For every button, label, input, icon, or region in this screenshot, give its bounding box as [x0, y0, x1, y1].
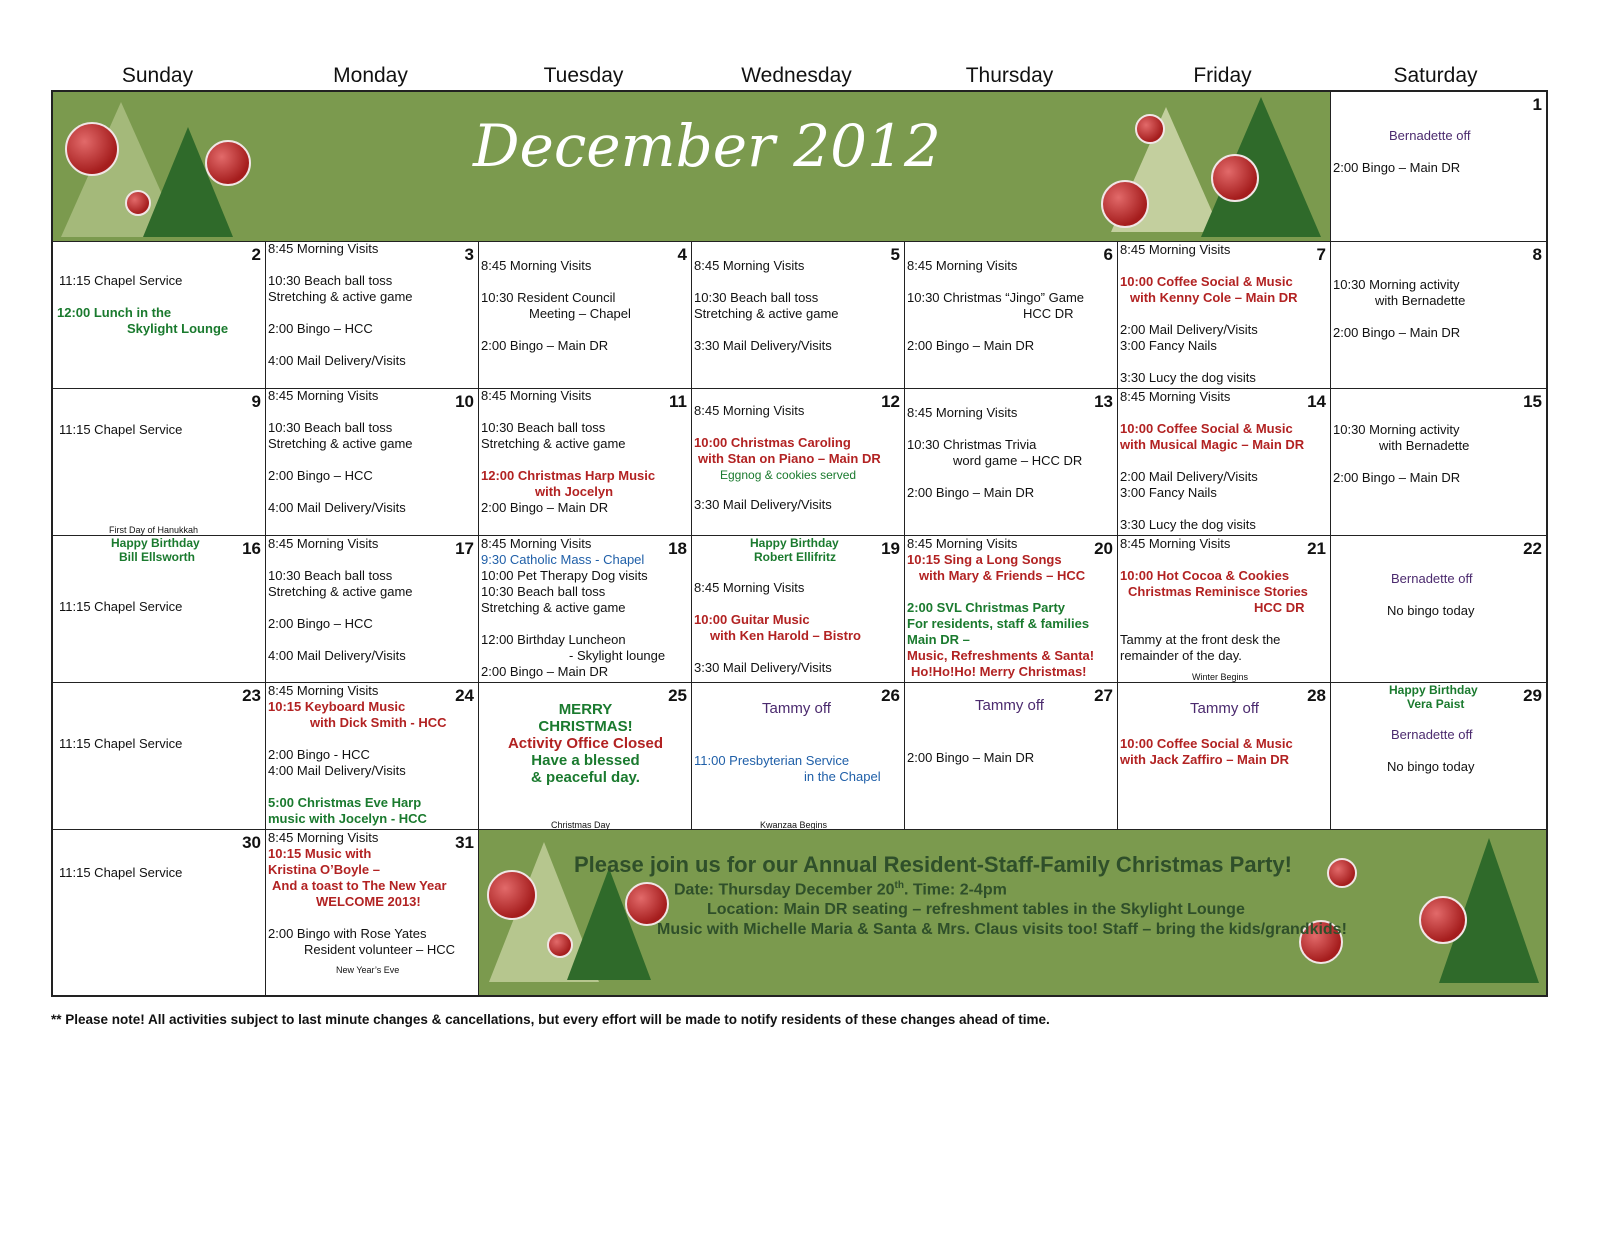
event-text: WELCOME 2013! — [316, 894, 421, 909]
christmas-message: Have a blessed — [531, 752, 640, 769]
day-cell-24 — [266, 683, 479, 830]
christmas-message: Activity Office Closed — [507, 735, 664, 752]
event-text: And a toast to The New Year — [272, 878, 447, 893]
event-text: 8:45 Morning Visits — [268, 830, 379, 845]
day-number: 28 — [1307, 686, 1326, 705]
event-text: Stretching & active game — [268, 584, 413, 599]
day-cell-26 — [692, 683, 905, 830]
banner-title: December 2012 — [473, 112, 941, 180]
calendar-grid — [51, 90, 1548, 997]
day-number: 17 — [455, 539, 474, 558]
event-text: 8:45 Morning Visits — [907, 536, 1018, 551]
event-text: 2:00 SVL Christmas Party — [907, 600, 1065, 615]
day-number: 13 — [1094, 392, 1113, 411]
holiday-label: Kwanzaa Begins — [760, 820, 828, 830]
day-cell-7 — [1118, 242, 1331, 389]
event-text: 3:30 Lucy the dog visits — [1120, 370, 1256, 385]
event-text: 8:45 Morning Visits — [1120, 242, 1231, 257]
event-text: - Skylight lounge — [569, 648, 666, 663]
day-header-sunday: Sunday — [121, 64, 194, 87]
event-text: Main DR – — [907, 632, 970, 647]
day-number: 3 — [464, 245, 474, 264]
event-text: 10:00 Pet Therapy Dog visits — [481, 568, 648, 583]
day-number: 27 — [1094, 686, 1113, 705]
footnote: ** Please note! All activities subject to last minute changes & cancellations, but every effort will be made to notify residents of these changes ahead of time. — [51, 1012, 1050, 1027]
event-text: 11:15 Chapel Service — [59, 422, 183, 437]
holiday-label: New Year’s Eve — [336, 965, 400, 975]
day-number: 4 — [677, 245, 687, 264]
event-text: 10:30 Resident Council — [481, 290, 616, 305]
event-text: 11:15 Chapel Service — [59, 599, 183, 614]
party-headline: Please join us for our Annual Resident-Staff-Family Christmas Party! — [574, 852, 1292, 877]
day-number: 2 — [251, 245, 261, 264]
day-number: 23 — [242, 686, 261, 705]
event-text: Meeting – Chapel — [529, 306, 631, 321]
day-number: 24 — [455, 686, 474, 705]
event-text: 8:45 Morning Visits — [268, 536, 379, 551]
event-text: 12:00 Lunch in the — [57, 305, 172, 320]
day-number: 9 — [251, 392, 261, 411]
event-text: 10:30 Beach ball toss — [268, 273, 393, 288]
day-number: 30 — [242, 833, 261, 852]
event-text: 2:00 Bingo – Main DR — [481, 500, 609, 515]
event-text: in the Chapel — [804, 769, 881, 784]
event-text: Bernadette off — [1389, 128, 1471, 143]
day-cell-18 — [479, 536, 692, 683]
party-date — [674, 880, 1007, 899]
day-cell-5 — [692, 242, 905, 389]
event-text: with Bernadette — [1379, 438, 1470, 453]
day-cell-30 — [53, 830, 266, 995]
holiday-label: Winter Begins — [1192, 672, 1249, 682]
event-text: 10:30 Beach ball toss — [268, 420, 393, 435]
day-header-saturday: Saturday — [1393, 64, 1478, 87]
day-cell-27 — [905, 683, 1118, 830]
event-text: 8:45 Morning Visits — [694, 403, 805, 418]
event-text: 10:15 Sing a Long Songs — [907, 552, 1062, 567]
event-text: Stretching & active game — [481, 600, 626, 615]
event-text: Tammy at the front desk the — [1120, 632, 1281, 647]
day-cell-12 — [692, 389, 905, 536]
birthday-text: Happy Birthday — [111, 536, 200, 550]
day-cell-4 — [479, 242, 692, 389]
event-text: 8:45 Morning Visits — [268, 242, 379, 256]
day-number: 1 — [1532, 95, 1542, 114]
party-music: Music with Michelle Maria & Santa & Mrs. Claus visits too! Staff – bring the kids/grandkids! — [657, 921, 1347, 938]
event-text: 2:00 Bingo – Main DR — [907, 338, 1035, 353]
event-text: 8:45 Morning Visits — [1120, 536, 1231, 551]
event-text: 8:45 Morning Visits — [481, 258, 592, 273]
day-cell-21 — [1118, 536, 1331, 683]
event-text: 2:00 Bingo – Main DR — [907, 485, 1035, 500]
day-number: 5 — [890, 245, 900, 264]
event-text: remainder of the day. — [1120, 648, 1242, 663]
event-text: 10:30 Beach ball toss — [481, 420, 606, 435]
day-number: 25 — [668, 686, 687, 705]
event-text: 2:00 Bingo – HCC — [268, 616, 373, 631]
event-text: 4:00 Mail Delivery/Visits — [268, 763, 406, 778]
event-text: HCC DR — [1254, 600, 1305, 615]
event-text: Resident volunteer – HCC — [304, 942, 456, 957]
event-text: 10:30 Beach ball toss — [268, 568, 393, 583]
event-text: 2:00 Bingo - HCC — [268, 747, 370, 762]
day-cell-1 — [1331, 92, 1546, 242]
event-text: Tammy off — [1190, 700, 1259, 717]
ornament-icon — [65, 122, 119, 176]
event-text: with Ken Harold – Bistro — [710, 628, 861, 643]
day-cell-16 — [53, 536, 266, 683]
event-text: Stretching & active game — [268, 289, 413, 304]
event-text: 3:30 Mail Delivery/Visits — [694, 660, 832, 675]
event-text: 10:00 Christmas Caroling — [694, 435, 851, 450]
party-date-text: Date: Thursday December 20 — [674, 881, 895, 899]
event-text: 10:15 Keyboard Music — [268, 699, 406, 714]
event-text: Ho!Ho!Ho! Merry Christmas! — [911, 664, 1087, 679]
event-text: Bernadette off — [1391, 727, 1473, 742]
event-text: 3:30 Lucy the dog visits — [1120, 517, 1256, 532]
ornament-icon — [625, 882, 669, 926]
day-number: 22 — [1523, 539, 1542, 558]
birthday-text: Vera Paist — [1407, 697, 1465, 711]
ornament-icon — [125, 190, 151, 216]
event-text: 8:45 Morning Visits — [907, 405, 1018, 420]
day-cell-15 — [1331, 389, 1546, 536]
day-cell-3 — [266, 242, 479, 389]
event-text: 2:00 Bingo with Rose Yates — [268, 926, 427, 941]
day-header-monday: Monday — [333, 64, 408, 87]
event-text: 10:15 Music with — [268, 846, 372, 861]
ornament-icon — [487, 870, 537, 920]
day-cell-9 — [53, 389, 266, 536]
day-header-tuesday: Tuesday — [543, 64, 624, 87]
event-text: 10:30 Beach ball toss — [694, 290, 819, 305]
event-text: 8:45 Morning Visits — [268, 683, 379, 698]
ornament-icon — [1327, 858, 1357, 888]
day-number: 20 — [1094, 539, 1113, 558]
event-text: 2:00 Bingo – Main DR — [1333, 325, 1461, 340]
event-text: 11:15 Chapel Service — [59, 273, 183, 288]
event-text: 2:00 Bingo – Main DR — [1333, 470, 1461, 485]
day-number: 10 — [455, 392, 474, 411]
event-text: 8:45 Morning Visits — [1120, 389, 1231, 404]
event-text: 3:30 Mail Delivery/Visits — [694, 497, 832, 512]
event-text: with Stan on Piano – Main DR — [698, 451, 881, 466]
day-header-thursday: Thursday — [965, 64, 1054, 87]
holiday-label: First Day of Hanukkah — [109, 525, 199, 535]
event-text: with Jack Zaffiro – Main DR — [1120, 752, 1290, 767]
event-text: Tammy off — [975, 697, 1044, 714]
party-time-text: . Time: 2-4pm — [903, 881, 1007, 899]
event-text: 2:00 Bingo – Main DR — [481, 664, 609, 679]
day-number: 16 — [242, 539, 261, 558]
day-cell-10 — [266, 389, 479, 536]
day-cell-22 — [1331, 536, 1546, 683]
event-text: with Bernadette — [1375, 293, 1466, 308]
event-text: 2:00 Mail Delivery/Visits — [1120, 322, 1258, 337]
event-text: 4:00 Mail Delivery/Visits — [268, 353, 406, 368]
birthday-text: Happy Birthday — [750, 536, 839, 550]
day-number: 6 — [1103, 245, 1113, 264]
event-text: 12:00 Birthday Luncheon — [481, 632, 626, 647]
event-text: HCC DR — [1023, 306, 1074, 321]
event-text: 11:15 Chapel Service — [59, 865, 183, 880]
event-text: 2:00 Bingo – HCC — [268, 468, 373, 483]
event-text: 9:30 Catholic Mass - Chapel — [481, 552, 645, 567]
event-text: 11:15 Chapel Service — [59, 736, 183, 751]
ornament-icon — [205, 140, 251, 186]
december-banner — [53, 92, 1331, 242]
event-text: 8:45 Morning Visits — [694, 258, 805, 273]
event-text: 8:45 Morning Visits — [481, 389, 592, 403]
day-cell-14 — [1118, 389, 1331, 536]
day-cell-13 — [905, 389, 1118, 536]
event-text: 10:30 Christmas “Jingo” Game — [907, 290, 1085, 305]
event-text: 2:00 Bingo – Main DR — [481, 338, 609, 353]
event-text: Christmas Reminisce Stories — [1128, 584, 1308, 599]
event-text: 12:00 Christmas Harp Music — [481, 468, 656, 483]
event-text: 5:00 Christmas Eve Harp — [268, 795, 422, 810]
event-text: Skylight Lounge — [127, 321, 229, 336]
day-cell-25 — [479, 683, 692, 830]
event-text: Eggnog & cookies served — [720, 468, 857, 482]
party-location: Location: Main DR seating – refreshment tables in the Skylight Lounge — [707, 901, 1245, 918]
day-number: 11 — [669, 392, 687, 411]
event-text: 2:00 Mail Delivery/Visits — [1120, 469, 1258, 484]
event-text: 10:00 Guitar Music — [694, 612, 810, 627]
event-text: Music, Refreshments & Santa! — [907, 648, 1095, 663]
event-text: For residents, staff & families — [907, 616, 1090, 631]
event-text: 4:00 Mail Delivery/Visits — [268, 500, 406, 515]
event-text: Kristina O’Boyle – — [268, 862, 380, 877]
event-text: 3:00 Fancy Nails — [1120, 338, 1217, 353]
event-text: No bingo today — [1387, 759, 1475, 774]
event-text: 11:00 Presbyterian Service — [694, 753, 850, 768]
day-cell-11 — [479, 389, 692, 536]
day-number: 21 — [1307, 539, 1326, 558]
event-text: 10:30 Christmas Trivia — [907, 437, 1037, 452]
day-cell-2 — [53, 242, 266, 389]
day-cell-23 — [53, 683, 266, 830]
event-text: 3:30 Mail Delivery/Visits — [694, 338, 832, 353]
party-banner — [479, 830, 1546, 995]
day-number: 15 — [1523, 392, 1542, 411]
day-cell-20 — [905, 536, 1118, 683]
ornament-icon — [547, 932, 573, 958]
ornament-icon — [1419, 896, 1467, 944]
event-text: 10:00 Coffee Social & Music — [1120, 421, 1293, 436]
event-text: Stretching & active game — [268, 436, 413, 451]
event-text: 8:45 Morning Visits — [268, 389, 379, 403]
day-number: 18 — [668, 539, 687, 558]
day-number: 12 — [881, 392, 900, 411]
event-text: 8:45 Morning Visits — [907, 258, 1018, 273]
event-text: 4:00 Mail Delivery/Visits — [268, 648, 406, 663]
event-text: 10:30 Beach ball toss — [481, 584, 606, 599]
ornament-icon — [1135, 114, 1165, 144]
day-cell-28 — [1118, 683, 1331, 830]
event-text: 2:00 Bingo – HCC — [268, 321, 373, 336]
christmas-message: & peaceful day. — [531, 769, 640, 786]
day-number: 8 — [1532, 245, 1542, 264]
party-date-suffix: th — [894, 880, 904, 891]
day-cell-6 — [905, 242, 1118, 389]
event-text: 10:30 Morning activity — [1333, 422, 1460, 437]
event-text: 2:00 Bingo – Main DR — [907, 750, 1035, 765]
day-cell-17 — [266, 536, 479, 683]
event-text: 10:30 Morning activity — [1333, 277, 1460, 292]
birthday-text: Bill Ellsworth — [119, 550, 196, 564]
event-text: 3:00 Fancy Nails — [1120, 485, 1217, 500]
event-text: 10:00 Coffee Social & Music — [1120, 736, 1293, 751]
day-number: 26 — [881, 686, 900, 705]
event-text: with Jocelyn — [535, 484, 614, 499]
event-text: No bingo today — [1387, 603, 1475, 618]
day-cell-8 — [1331, 242, 1546, 389]
day-header-friday: Friday — [1193, 64, 1252, 87]
day-cell-29 — [1331, 683, 1546, 830]
event-text: word game – HCC DR — [953, 453, 1083, 468]
ornament-icon — [1211, 154, 1259, 202]
event-text: with Musical Magic – Main DR — [1120, 437, 1305, 452]
day-header-wednesday: Wednesday — [741, 64, 852, 87]
event-text: with Kenny Cole – Main DR — [1130, 290, 1298, 305]
christmas-message: MERRY — [558, 701, 613, 718]
event-text: 10:00 Coffee Social & Music — [1120, 274, 1293, 289]
birthday-text: Happy Birthday — [1389, 683, 1478, 697]
event-text: Stretching & active game — [481, 436, 626, 451]
holiday-label: Christmas Day — [551, 820, 611, 830]
day-number: 19 — [881, 539, 900, 558]
event-text: music with Jocelyn - HCC — [268, 811, 427, 826]
day-number: 29 — [1523, 686, 1542, 705]
day-number: 7 — [1316, 245, 1326, 264]
event-text: Stretching & active game — [694, 306, 839, 321]
day-cell-31 — [266, 830, 479, 995]
event-text: with Dick Smith - HCC — [310, 715, 447, 730]
event-text: 10:00 Hot Cocoa & Cookies — [1120, 568, 1290, 583]
event-text: with Mary & Friends – HCC — [919, 568, 1086, 583]
ornament-icon — [1101, 180, 1149, 228]
christmas-message: CHRISTMAS! — [538, 718, 633, 735]
day-cell-19 — [692, 536, 905, 683]
event-text: 8:45 Morning Visits — [694, 580, 805, 595]
day-number: 14 — [1307, 392, 1326, 411]
event-text: 8:45 Morning Visits — [481, 536, 592, 551]
birthday-text: Robert Ellifritz — [754, 550, 837, 564]
event-text: 2:00 Bingo – Main DR — [1333, 160, 1461, 175]
day-number: 31 — [455, 833, 474, 852]
event-text: Bernadette off — [1391, 571, 1473, 586]
event-text: Tammy off — [762, 700, 831, 717]
